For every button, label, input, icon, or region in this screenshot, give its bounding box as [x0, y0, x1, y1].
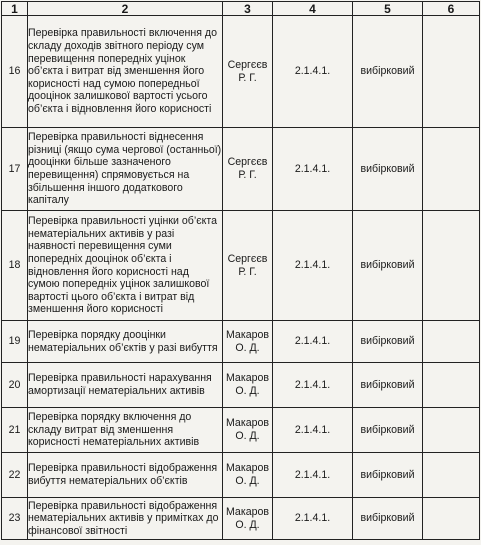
row-number: 16: [2, 16, 28, 128]
table-row: [2, 408, 480, 453]
notes-cell: [423, 321, 480, 363]
check-method: вибірковий: [353, 363, 423, 408]
person-surname: Макаров: [225, 505, 269, 518]
row-number: 23: [2, 498, 28, 540]
person-surname: Макаров: [225, 372, 269, 385]
header-row: [2, 2, 480, 16]
check-description: Перевірка правильності включення до складу доходів звітного періоду сум перевищення попередніх уцінок об’єкта і витрат від зменшення його корисності над сумою попередньої дооцінок залишкової вартості усього об’єкта і відновлення його корисності: [28, 16, 223, 128]
row-number: 18: [2, 211, 28, 321]
row-number: 22: [2, 453, 28, 498]
responsible-person: [223, 16, 273, 128]
table-row: [2, 321, 480, 363]
check-description: Перевірка правильності відображення нематеріальних активів у примітках до фінансової звітності: [28, 498, 223, 540]
person-initials: Р. Г.: [238, 265, 257, 278]
responsible-person: [223, 211, 273, 321]
person-surname: Сергєєв: [227, 156, 268, 169]
check-description: Перевірка правильності уцінки об’єкта нематеріальних активів у разі наявності перевищення суми попередніх дооцінок об’єкта і відновлення його корисності над сумою попередніх уцінок залишкової вартості цього об’єкта і витрат від зменшення його корисності: [28, 211, 223, 321]
procedure-code: 2.1.4.1.: [273, 363, 353, 408]
responsible-person: [223, 453, 273, 498]
notes-cell: [423, 408, 480, 453]
notes-cell: [423, 128, 480, 211]
column-header-4: 4: [273, 2, 353, 16]
check-method: вибірковий: [353, 408, 423, 453]
notes-cell: [423, 16, 480, 128]
check-description: Перевірка порядку включення до складу витрат від зменшення корисності нематеріальних активів: [28, 408, 223, 453]
row-number: 20: [2, 363, 28, 408]
procedure-code: 2.1.4.1.: [273, 321, 353, 363]
person-initials: О. Д.: [235, 430, 260, 442]
audit-plan-table: [1, 1, 480, 540]
column-header-2: 2: [28, 2, 223, 16]
procedure-code: 2.1.4.1.: [273, 408, 353, 453]
row-number: 19: [2, 321, 28, 363]
person-initials: О. Д.: [235, 475, 260, 487]
person-initials: О. Д.: [235, 385, 260, 397]
check-description: Перевірка порядку дооцінки нематеріальних об’єктів у разі вибуття: [28, 321, 223, 363]
notes-cell: [423, 211, 480, 321]
responsible-person: [223, 498, 273, 540]
responsible-person: [223, 321, 273, 363]
person-initials: Р. Г.: [238, 71, 257, 84]
person-surname: Макаров: [225, 417, 269, 430]
responsible-person: [223, 128, 273, 211]
person-surname: Макаров: [225, 462, 269, 475]
notes-cell: [423, 363, 480, 408]
check-method: вибірковий: [353, 211, 423, 321]
check-method: вибірковий: [353, 128, 423, 211]
row-number: 17: [2, 128, 28, 211]
responsible-person: [223, 408, 273, 453]
row-number: 21: [2, 408, 28, 453]
notes-cell: [423, 453, 480, 498]
person-surname: Сергєєв: [227, 58, 268, 71]
column-header-1: 1: [2, 2, 28, 16]
check-method: вибірковий: [353, 16, 423, 128]
person-surname: Макаров: [225, 328, 269, 341]
table-row: [2, 16, 480, 128]
procedure-code: 2.1.4.1.: [273, 211, 353, 321]
responsible-person: [223, 363, 273, 408]
table-row: [2, 498, 480, 540]
notes-cell: [423, 498, 480, 540]
column-header-3: 3: [223, 2, 273, 16]
table-row: [2, 211, 480, 321]
column-header-5: 5: [353, 2, 423, 16]
check-method: вибірковий: [353, 453, 423, 498]
table-row: [2, 363, 480, 408]
check-description: Перевірка правильності відображення вибуття нематеріальних об’єктів: [28, 453, 223, 498]
person-initials: О. Д.: [235, 518, 260, 531]
procedure-code: 2.1.4.1.: [273, 453, 353, 498]
check-description: Перевірка правильності нарахування амортизації нематеріальних активів: [28, 363, 223, 408]
check-method: вибірковий: [353, 321, 423, 363]
procedure-code: 2.1.4.1.: [273, 16, 353, 128]
person-surname: Сергєєв: [227, 252, 268, 265]
person-initials: Р. Г.: [238, 169, 257, 181]
check-description: Перевірка правильності віднесення різниці (якщо сума чергової (останньої) дооцінки більше зазначеного перевищення) спрямовується на збільшення іншого додаткового капіталу: [28, 128, 223, 211]
table-row: [2, 453, 480, 498]
table-row: [2, 128, 480, 211]
person-initials: О. Д.: [235, 341, 260, 354]
procedure-code: 2.1.4.1.: [273, 128, 353, 211]
check-method: вибірковий: [353, 498, 423, 540]
column-header-6: 6: [423, 2, 480, 16]
procedure-code: 2.1.4.1.: [273, 498, 353, 540]
